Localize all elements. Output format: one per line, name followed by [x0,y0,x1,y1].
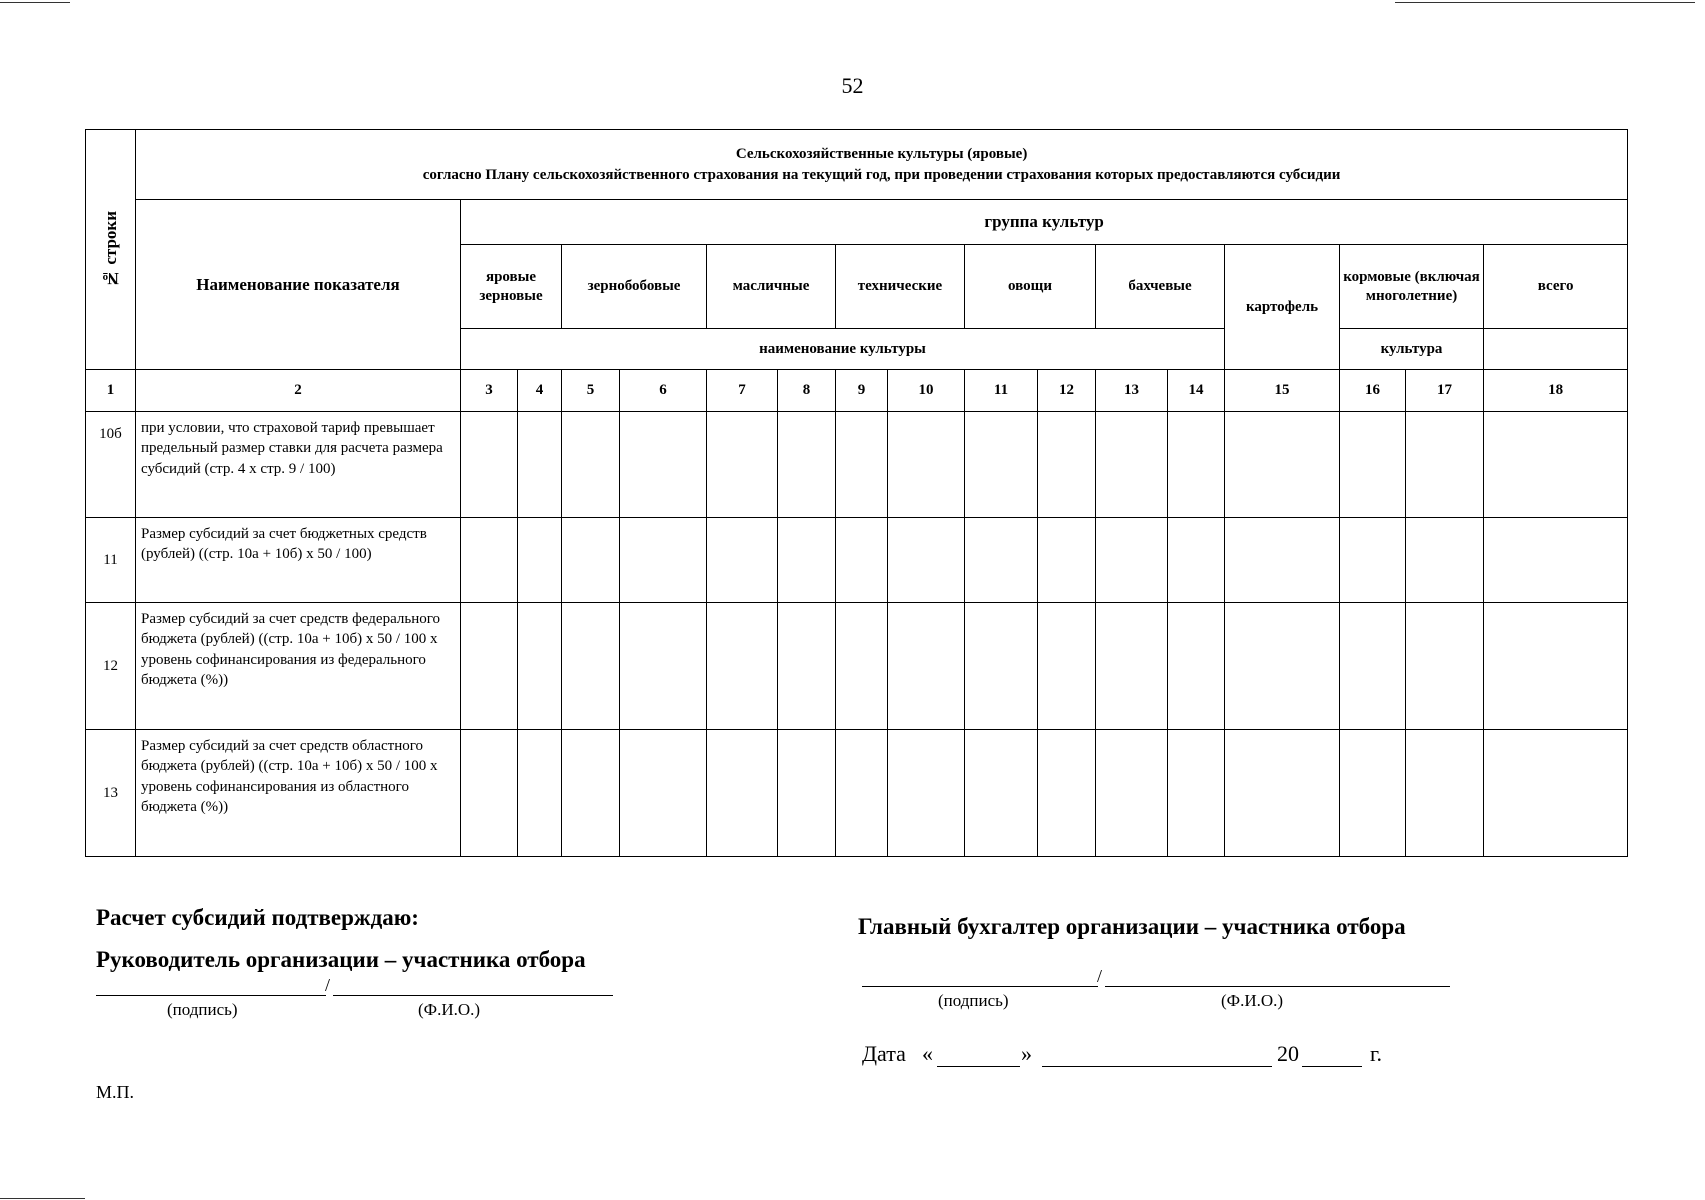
row-number: 12 [86,603,136,730]
head-fio-caption: (Ф.И.О.) [418,1000,481,1019]
group-total: всего [1484,245,1628,329]
subsidy-table [85,129,1628,857]
table-row [86,412,1628,518]
confirm-text: Расчет субсидий подтверждаю: [96,905,419,930]
column-number: 10 [888,370,965,412]
column-number: 5 [562,370,620,412]
group-header: группа культур [461,200,1628,245]
group-melons: бахчевые [1096,245,1225,329]
row-label: Размер субсидий за счет бюджетных средств (рублей) ((стр. 10а + 10б) х 50 / 100) [136,518,461,603]
top-right-edge-line [1395,2,1695,3]
column-number: 18 [1484,370,1628,412]
top-left-edge-line [0,2,70,3]
column-number: 9 [836,370,888,412]
table-row [86,603,1628,730]
row-number-header-cell [86,130,136,370]
date-close-quote: » [1021,1041,1032,1066]
head-fio-line [333,995,613,996]
column-number: 15 [1225,370,1340,412]
accountant-signature-line [862,986,1098,987]
head-title: Руководитель организации – участника отбора [96,947,586,972]
year-suffix: г. [1370,1041,1383,1066]
row-label: Размер субсидий за счет средств федерального бюджета (рублей) ((стр. 10а + 10б) х 50 / 100 х уровень софинансирования из федерального бюджета (%)) [136,603,461,730]
group-oilseeds: масличные [707,245,836,329]
column-number: 16 [1340,370,1406,412]
empty-cell [1484,329,1628,370]
row-number: 11 [86,518,136,603]
date-label: Дата [862,1041,906,1066]
group-vegetables: овощи [965,245,1096,329]
group-technical: технические [836,245,965,329]
accountant-fio-line [1105,986,1450,987]
column-number: 6 [620,370,707,412]
year-prefix: 20 [1277,1041,1299,1066]
accountant-fio-caption: (Ф.И.О.) [1221,991,1284,1010]
row-number: 13 [86,730,136,857]
column-number: 17 [1406,370,1484,412]
column-number: 11 [965,370,1038,412]
page-number: 52 [841,73,864,98]
column-number: 8 [778,370,836,412]
row-label: при условии, что страховой тариф превышает предельный размер ставки для расчета размера субсидий (стр. 4 х стр. 9 / 100) [136,412,461,518]
accountant-title: Главный бухгалтер организации – участника отбора [858,914,1406,939]
date-day-line [937,1066,1020,1067]
row-label: Размер субсидий за счет средств областного бюджета (рублей) ((стр. 10а + 10б) х 50 / 100 х уровень софинансирования из областного бюджета (%)) [136,730,461,857]
main-title-line-2: согласно Плану сельскохозяйственного страхования на текущий год, при проведении страхования которых предоставляются субсидии [422,166,1341,183]
main-title-line-1: Сельскохозяйственные культуры (яровые) [735,146,1028,163]
indicator-header: Наименование показателя [136,200,461,370]
group-forage: кормовые (включая многолетние) [1340,245,1484,329]
column-number: 3 [461,370,518,412]
head-signature-caption: (подпись) [167,1000,238,1019]
row-number: 10б [86,412,136,518]
crop-name-header: наименование культуры [461,329,1225,370]
column-number: 12 [1038,370,1096,412]
group-spring-grain: яровые зерновые [461,245,562,329]
accountant-signature-caption: (подпись) [938,991,1009,1010]
table-row [86,730,1628,857]
year-line [1302,1066,1362,1067]
date-month-line [1042,1066,1272,1067]
column-number: 14 [1168,370,1225,412]
head-signature-line [96,995,326,996]
table-row [86,518,1628,603]
main-title-cell [136,130,1628,200]
crop-header: культура [1340,329,1484,370]
group-legumes: зернобобовые [562,245,707,329]
bottom-left-edge-line [0,1198,85,1199]
column-number: 2 [136,370,461,412]
column-number: 7 [707,370,778,412]
group-potato: картофель [1225,245,1340,370]
column-number: 1 [86,370,136,412]
row-number-header: № строки [100,211,120,288]
head-slash: / [325,975,331,995]
date-open-quote: « [922,1041,933,1066]
column-number: 13 [1096,370,1168,412]
column-number: 4 [518,370,562,412]
stamp-placeholder: М.П. [96,1082,135,1102]
accountant-slash: / [1097,966,1103,986]
